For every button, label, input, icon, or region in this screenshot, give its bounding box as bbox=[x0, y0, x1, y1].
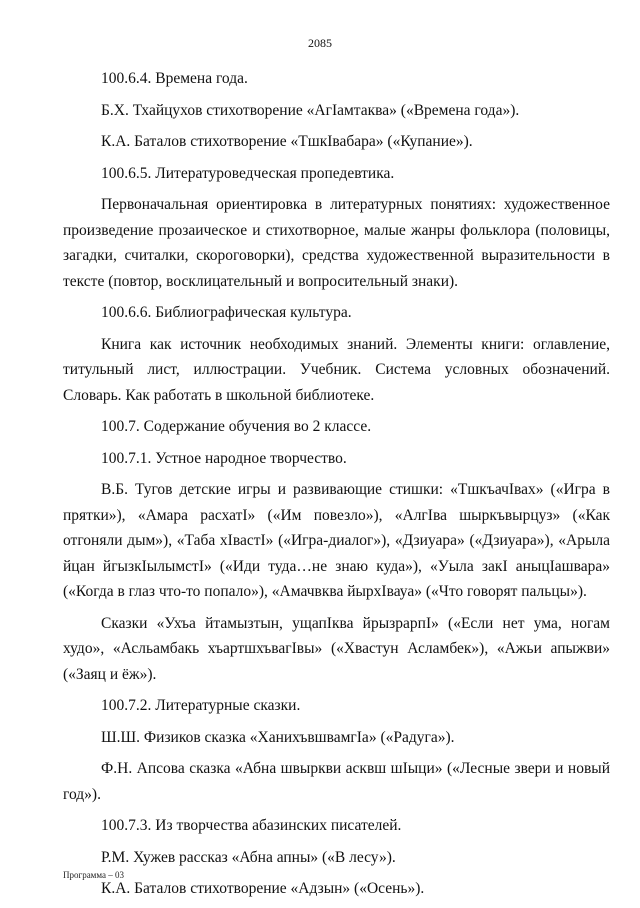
section-heading-seasons: 100.6.4. Времена года. bbox=[101, 70, 248, 87]
reading-item: К.А. Баталов стихотворение «ТшкIвабара» («Купание»). bbox=[101, 133, 473, 150]
body-paragraph: Книга как источник необходимых знаний. Элементы книги: оглавление, титульный лист, иллюстрации. Учебник. Система условных обозначений. Словарь. Как работать в школьной библиотеке. bbox=[63, 335, 610, 404]
section-heading-abaza-writers: 100.7.3. Из творчества абазинских писателей. bbox=[101, 817, 402, 834]
reading-item: Ш.Ш. Физиков сказка «ХанихъвшвамгIа» («Радуга»). bbox=[101, 728, 455, 746]
section-heading-bibliographic: 100.6.6. Библиографическая культура. bbox=[101, 304, 352, 321]
section-heading-grade-2: 100.7. Содержание обучения во 2 классе. bbox=[101, 418, 372, 435]
section-heading-propaedeutics: 100.6.5. Литературоведческая пропедевтика. bbox=[101, 164, 395, 182]
page-footer: Программа – 03 bbox=[63, 870, 125, 880]
section-heading-literary-tales: 100.7.2. Литературные сказки. bbox=[101, 697, 301, 714]
body-paragraph: Первоначальная ориентировка в литературных понятиях: художественное произведение прозаическое и стихотворное, малые жанры фольклора (половицы, загадки, считалки, скороговорки), средства художественной выразительности в тексте (повтор, восклицательный и вопросительный знаки). bbox=[63, 196, 610, 290]
document-body bbox=[63, 66, 610, 908]
reading-item: Ф.Н. Апсова сказка «Абна швыркви асквш шIыци» («Лесные звери и новый год»). bbox=[63, 760, 610, 803]
page-number: 2085 bbox=[308, 36, 332, 50]
reading-item: Б.Х. Тхайцухов стихотворение «АгIамтаква» («Времена года»). bbox=[101, 101, 520, 119]
reading-item: Р.М. Хужев рассказ «Абна апны» («В лесу»). bbox=[101, 848, 396, 866]
reading-item: К.А. Баталов стихотворение «Адзын» («Осень»). bbox=[101, 880, 425, 897]
body-paragraph: В.Б. Тугов детские игры и развивающие стишки: «ТшкъачIвах» («Игра в прятки»), «Амара расхатI» («Им повезло»), «АлгIва шыркъвырцуз» («Как отгоняли дым»), «Таба хIвастI» («Игра-диалог»), «Дзиуара» («Дзиуара»), «Арыла йцан йгызкIылымстI» («Иди туда…не знаю куда»), «Уыла закI аныцIашвара» («Когда в глаз что-то попало»), «Амачвква йырхIвауа» («Что говорят пальцы»). bbox=[63, 481, 610, 600]
section-heading-folklore: 100.7.1. Устное народное творчество. bbox=[101, 449, 347, 467]
body-paragraph: Сказки «Ухъа йтамызтын, ущапIква йрызрарпI» («Если нет ума, ногам худо», «Асльамбакь хъартшхъвагIвы» («Хвастун Асламбек»), «Ажьи апыжви» («Заяц и ёж»). bbox=[63, 614, 610, 683]
